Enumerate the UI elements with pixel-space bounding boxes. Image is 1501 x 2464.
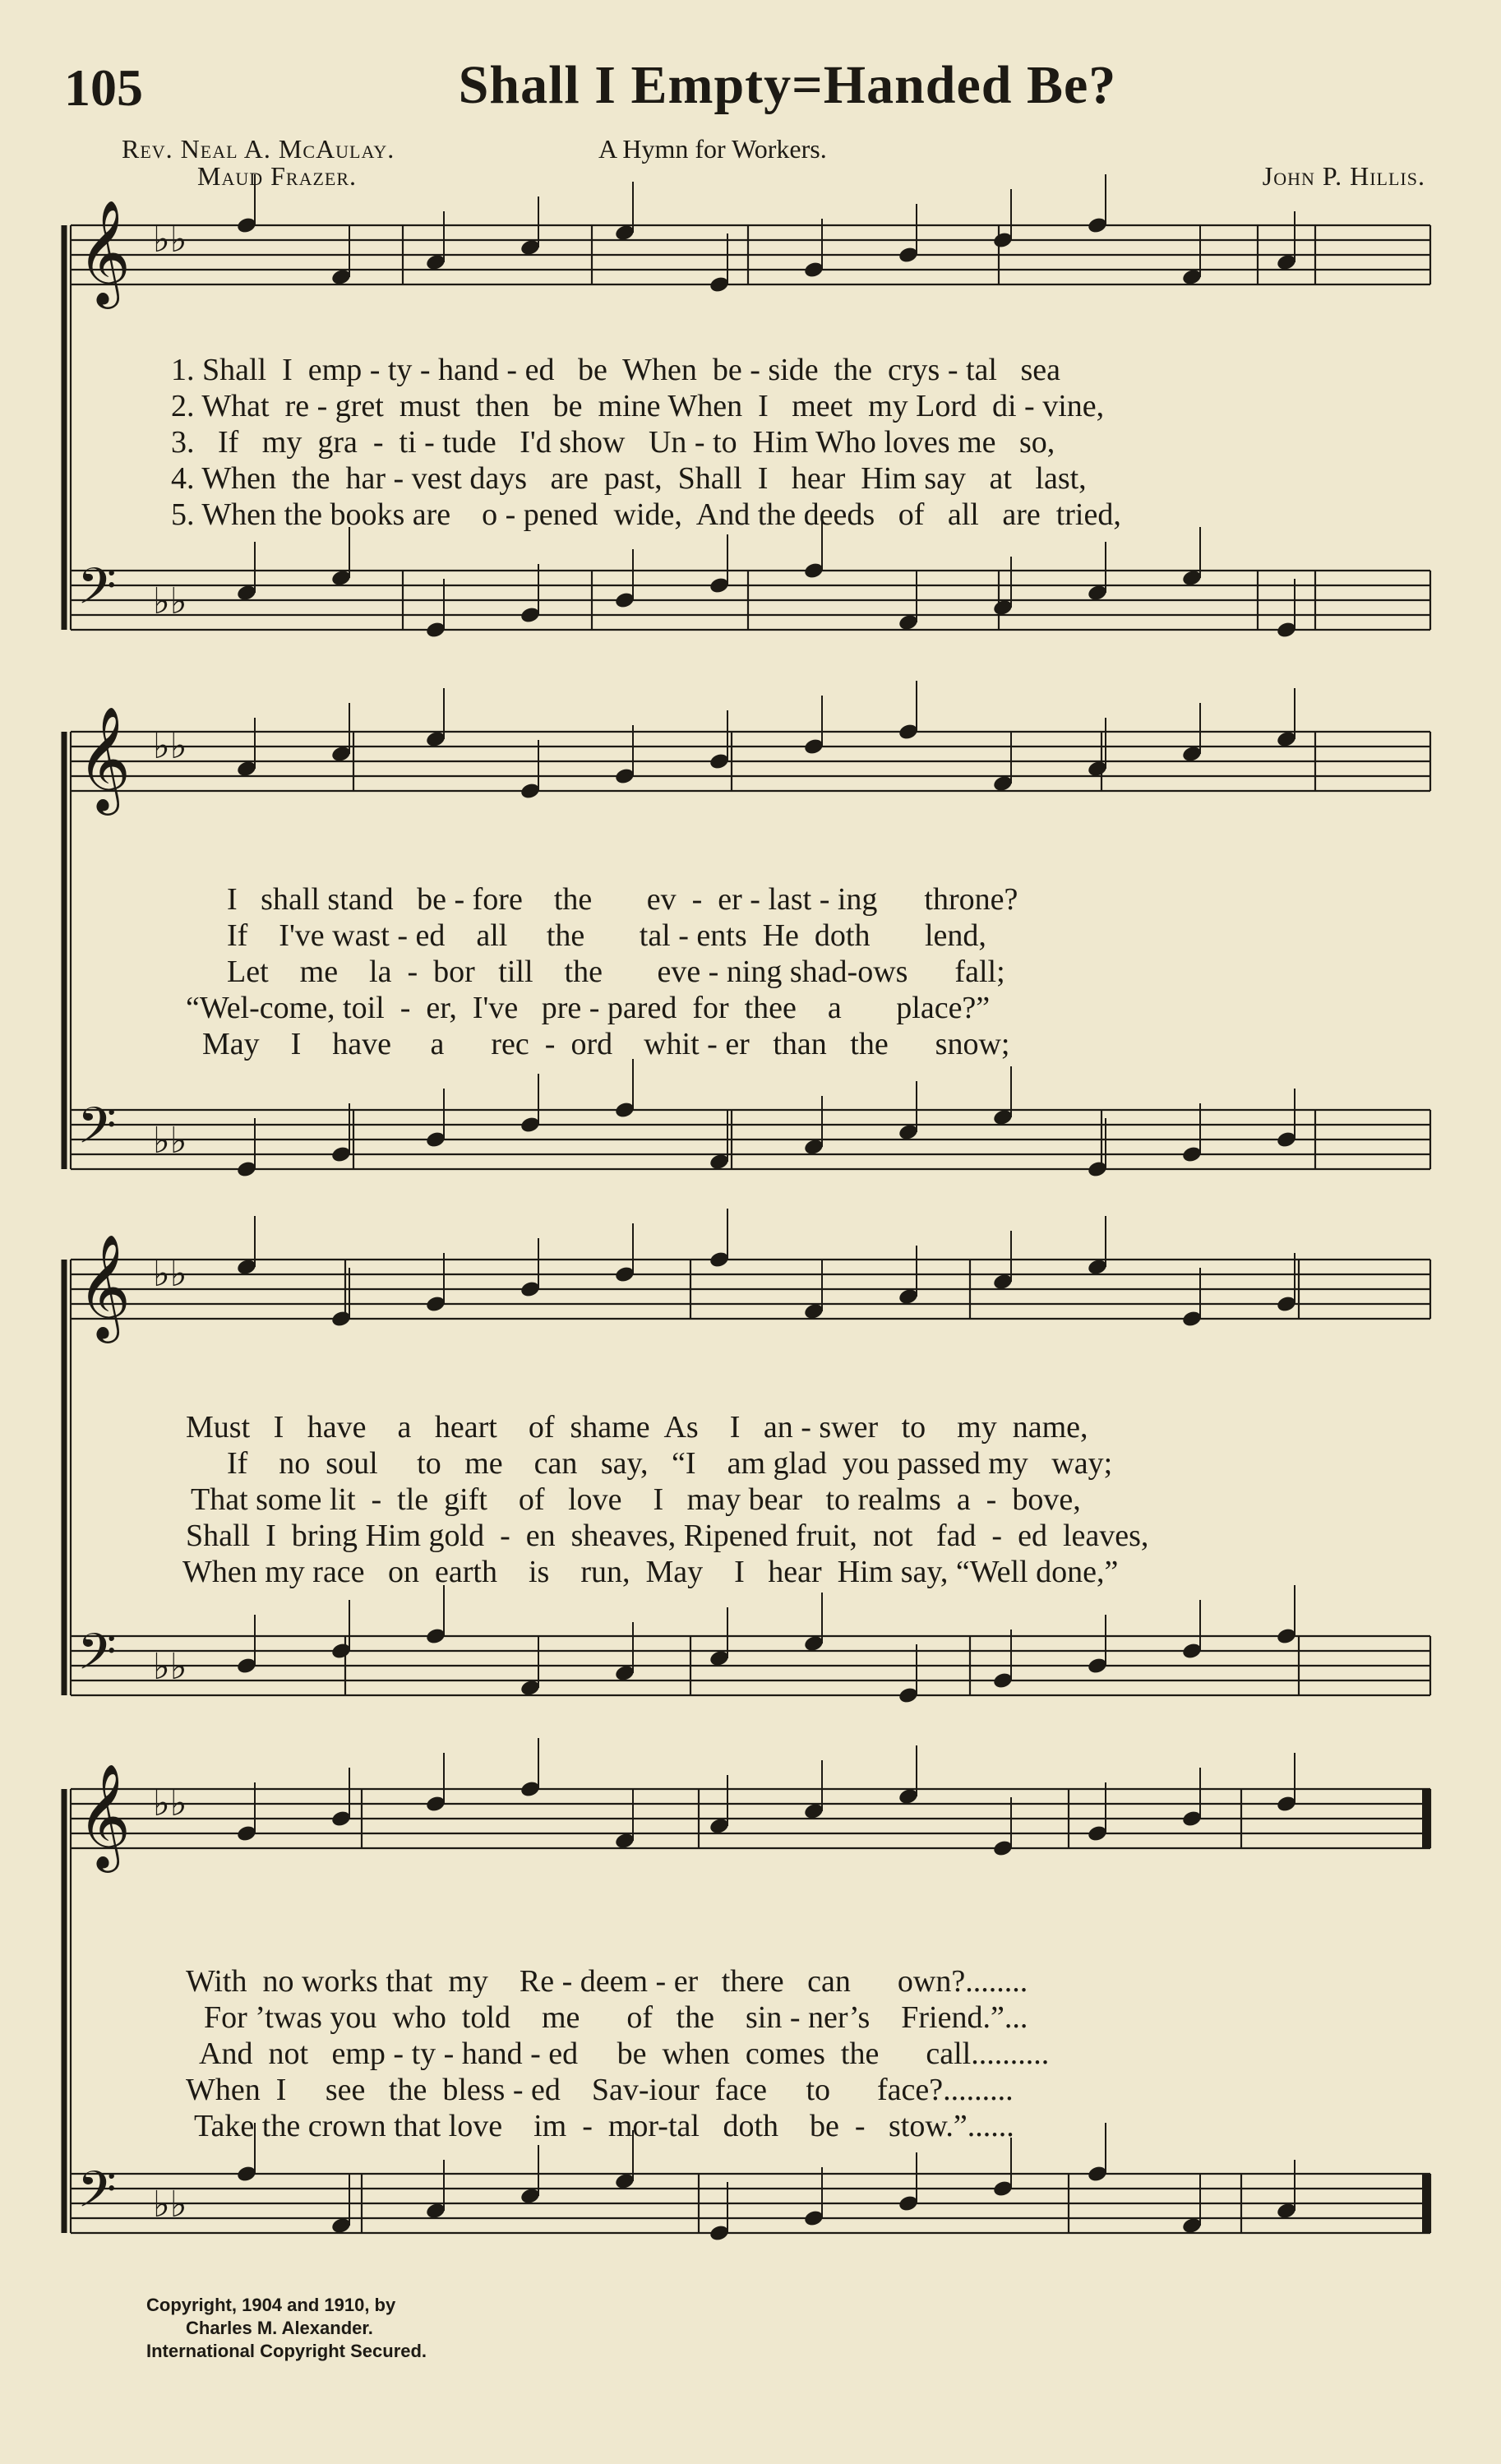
copyright-notice bbox=[146, 2294, 427, 2363]
lyric-line: 5. When the books are o - pened wide, And the deeds of all are tried, bbox=[171, 497, 1121, 532]
svg-text:♭♭: ♭♭ bbox=[153, 1646, 187, 1688]
lyricist-credit: Rev. Neal A. McAulay. bbox=[122, 134, 395, 164]
svg-text:♭♭: ♭♭ bbox=[153, 2184, 187, 2226]
svg-text:♭♭: ♭♭ bbox=[153, 1253, 187, 1295]
composer-credit: John P. Hillis. bbox=[1262, 161, 1425, 191]
svg-text:♭♭: ♭♭ bbox=[153, 1120, 187, 1162]
copyright-line: Charles M. Alexander. bbox=[186, 2318, 373, 2338]
lyric-line: Must I have a heart of shame As I an - swer to my name, bbox=[186, 1410, 1088, 1445]
svg-text:♭♭: ♭♭ bbox=[153, 1782, 187, 1824]
svg-text:𝄢: 𝄢 bbox=[77, 557, 117, 628]
lyric-line: When I see the bless - ed Sav-iour face to face?......... bbox=[186, 2073, 1014, 2107]
svg-text:𝄢: 𝄢 bbox=[77, 1623, 117, 1694]
copyright-line: Copyright, 1904 and 1910, by bbox=[146, 2295, 396, 2315]
lyric-line: Shall I bring Him gold - en sheaves, Ripened fruit, not fad - ed leaves, bbox=[186, 1519, 1149, 1553]
svg-text:𝄞: 𝄞 bbox=[77, 705, 132, 811]
svg-text:𝄞: 𝄞 bbox=[77, 1763, 132, 1868]
lyric-line: 4. When the har - vest days are past, Shall I hear Him say at last, bbox=[171, 461, 1087, 496]
hymn-number: 105 bbox=[64, 58, 143, 117]
lyric-line: If I've wast - ed all the tal - ents He doth lend, bbox=[227, 918, 986, 953]
svg-text:𝄢: 𝄢 bbox=[77, 2161, 117, 2231]
lyric-line: 3. If my gra - ti - tude I'd show Un - to Him Who loves me so, bbox=[171, 425, 1055, 460]
lyric-line: May I have a rec - ord whit - er than the snow; bbox=[202, 1027, 1010, 1061]
svg-text:𝄞: 𝄞 bbox=[77, 1233, 132, 1338]
svg-text:𝄞: 𝄞 bbox=[77, 199, 132, 304]
lyric-line: “Wel-come, toil - er, I've pre - pared for thee a place?” bbox=[186, 991, 991, 1025]
svg-text:♭♭: ♭♭ bbox=[153, 219, 187, 261]
svg-text:𝄢: 𝄢 bbox=[77, 1097, 117, 1167]
copyright-line: International Copyright Secured. bbox=[146, 2341, 427, 2361]
lyric-line: When my race on earth is run, May I hear Him say, “Well done,” bbox=[182, 1555, 1119, 1589]
lyric-line: That some lit - tle gift of love I may bear to realms a - bove, bbox=[191, 1482, 1081, 1517]
co-author-credit: Maud Frazer. bbox=[197, 161, 358, 191]
lyric-line: Let me la - bor till the eve - ning shad-ows fall; bbox=[227, 955, 1005, 989]
lyric-line: And not emp - ty - hand - ed be when comes the call.......... bbox=[199, 2036, 1050, 2071]
lyric-line: 2. What re - gret must then be mine When I meet my Lord di - vine, bbox=[171, 389, 1105, 423]
lyric-line: I shall stand be - fore the ev - er - last - ing throne? bbox=[227, 882, 1018, 917]
svg-text:♭♭: ♭♭ bbox=[153, 580, 187, 622]
lyric-line: Take the crown that love im - mor-tal doth be - stow.”...... bbox=[194, 2109, 1014, 2143]
lyric-line: For ’twas you who told me of the sin - ner’s Friend.”... bbox=[204, 2000, 1028, 2035]
hymn-subtitle: A Hymn for Workers. bbox=[598, 134, 827, 164]
hymn-title: Shall I Empty=Handed Be? bbox=[458, 55, 1117, 115]
lyric-line: 1. Shall I emp - ty - hand - ed be When be - side the crys - tal sea bbox=[171, 353, 1060, 387]
svg-text:♭♭: ♭♭ bbox=[153, 725, 187, 767]
lyric-line: With no works that my Re - deem - er there can own?........ bbox=[186, 1964, 1028, 1999]
lyric-line: If no soul to me can say, “I am glad you passed my way; bbox=[227, 1446, 1113, 1481]
